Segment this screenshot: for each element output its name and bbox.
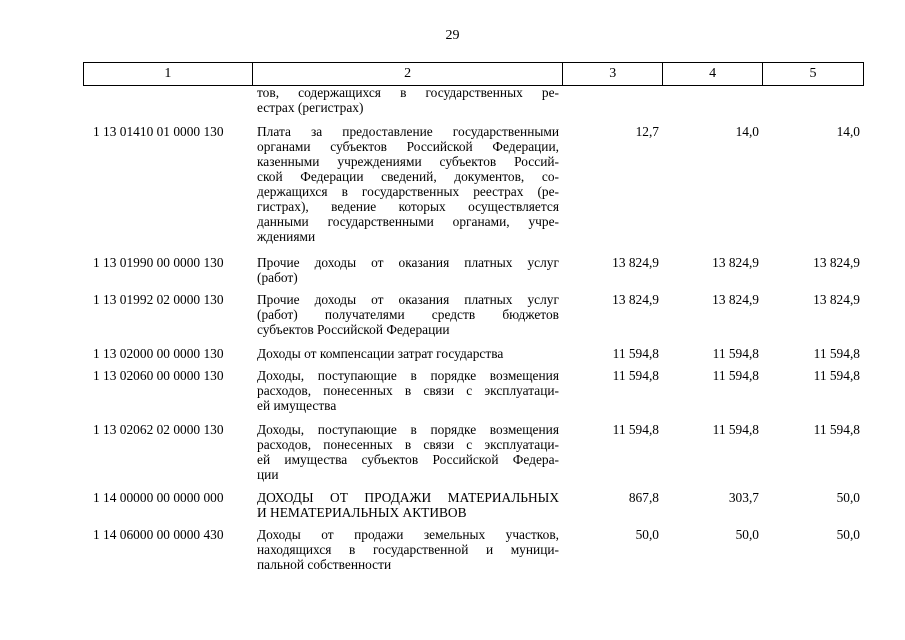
row-description: Прочие доходы от оказания платных услуг (работ): [257, 255, 559, 285]
column-header-1: 1: [84, 63, 253, 86]
budget-code: 1 13 01990 00 0000 130: [93, 255, 224, 270]
row-description: Прочие доходы от оказания платных услуг (работ) получателями средств бюджетов субъектов Российской Федерации: [257, 292, 559, 337]
value-col-4: 303,7: [728, 490, 759, 505]
value-col-5: 50,0: [836, 490, 860, 505]
budget-code: 1 13 02060 00 0000 130: [93, 368, 224, 383]
value-col-5: 11 594,8: [813, 368, 860, 383]
value-col-3: 50,0: [635, 527, 659, 542]
value-col-5: 50,0: [836, 527, 860, 542]
value-col-4: 11 594,8: [712, 422, 759, 437]
row-description: ДОХОДЫ ОТ ПРОДАЖИ МАТЕРИАЛЬНЫХ И НЕМАТЕРИАЛЬНЫХ АКТИВОВ: [257, 490, 559, 520]
value-col-3: 13 824,9: [612, 292, 659, 307]
row-description: Плата за предоставление государственными органами субъектов Российской Федерации, казенными учреждениями субъектов Россий- ской Федерации сведений, документов, со- держащихся в государственных реестрах (ре- гистрах), ведение которых осуществляется данными государственными органами, учре- ждениями: [257, 124, 559, 244]
value-col-4: 50,0: [735, 527, 759, 542]
column-header-2: 2: [252, 63, 563, 86]
column-header-table: [83, 62, 864, 86]
page-number: 29: [445, 28, 460, 43]
value-col-4: 14,0: [735, 124, 759, 139]
row-description: Доходы, поступающие в порядке возмещения расходов, понесенных в связи с эксплуатаци- ей имущества: [257, 368, 559, 413]
row-description: тов, содержащихся в государственных ре- естрах (регистрах): [257, 85, 559, 115]
column-header-4: 4: [663, 63, 763, 86]
value-col-3: 11 594,8: [612, 368, 659, 383]
value-col-4: 11 594,8: [712, 368, 759, 383]
value-col-4: 11 594,8: [712, 346, 759, 361]
value-col-5: 13 824,9: [813, 292, 860, 307]
budget-code: 1 13 01992 02 0000 130: [93, 292, 224, 307]
row-description: Доходы от компенсации затрат государства: [257, 346, 504, 361]
column-header-5: 5: [763, 63, 864, 86]
row-description: Доходы, поступающие в порядке возмещения расходов, понесенных в связи с эксплуатаци- ей имущества субъектов Российской Федера- ции: [257, 422, 559, 482]
budget-code: 1 13 02000 00 0000 130: [93, 346, 224, 361]
value-col-3: 13 824,9: [612, 255, 659, 270]
value-col-4: 13 824,9: [712, 292, 759, 307]
value-col-3: 11 594,8: [612, 346, 659, 361]
budget-code: 1 13 01410 01 0000 130: [93, 124, 224, 139]
budget-code: 1 14 00000 00 0000 000: [93, 490, 224, 505]
value-col-3: 867,8: [628, 490, 659, 505]
budget-code: 1 13 02062 02 0000 130: [93, 422, 224, 437]
value-col-3: 12,7: [635, 124, 659, 139]
budget-code: 1 14 06000 00 0000 430: [93, 527, 224, 542]
value-col-3: 11 594,8: [612, 422, 659, 437]
column-header-3: 3: [563, 63, 663, 86]
value-col-4: 13 824,9: [712, 255, 759, 270]
value-col-5: 13 824,9: [813, 255, 860, 270]
value-col-5: 11 594,8: [813, 422, 860, 437]
value-col-5: 14,0: [836, 124, 860, 139]
row-description: Доходы от продажи земельных участков, находящихся в государственной и муници- пальной собственности: [257, 527, 559, 572]
value-col-5: 11 594,8: [813, 346, 860, 361]
